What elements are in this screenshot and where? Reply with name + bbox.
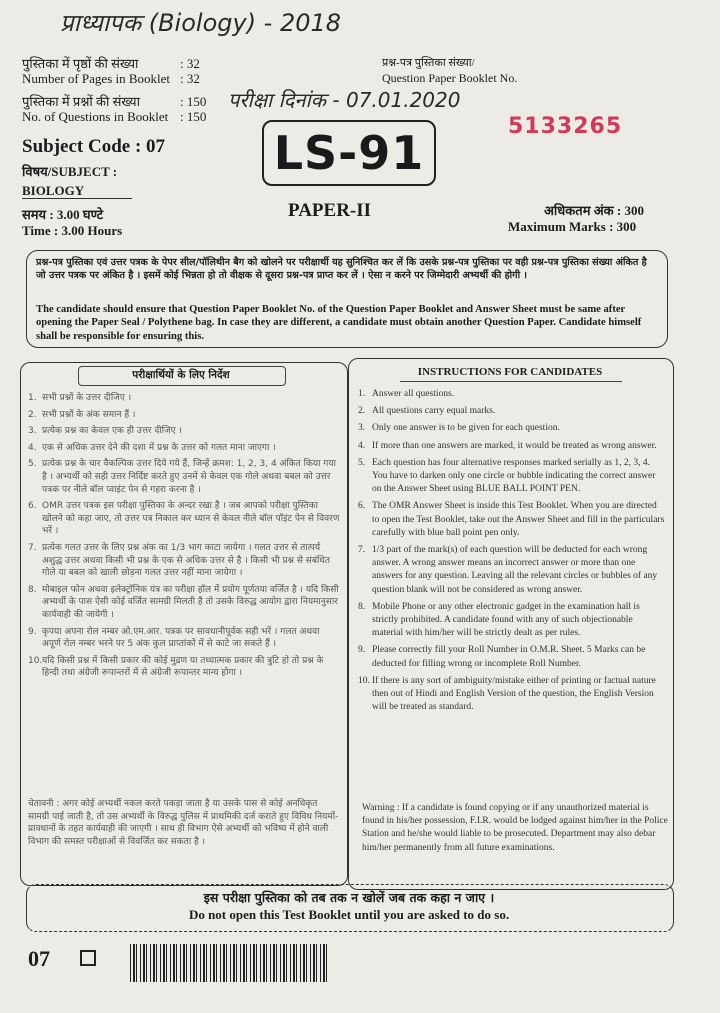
notice-english: The candidate should ensure that Question Paper Booklet No. of the Question Paper Booklet and Answer Sheet must be same after opening the Paper Seal / Polythene bag. In case they are different, a candidate must obtain another Question Paper. Candidate himself shall be responsible for ensuring this. — [36, 304, 642, 342]
english-heading-underline — [400, 381, 622, 382]
hindi-instruction-item-number: 5. — [28, 459, 37, 470]
english-instructions-heading: INSTRUCTIONS FOR CANDIDATES — [417, 366, 603, 378]
english-instruction-item-text: Answer all questions. — [372, 389, 455, 399]
hindi-instructions-heading: परीक्षार्थियों के लिए निर्देश — [132, 369, 230, 381]
handwritten-title: प्राध्यापक (Biology) - 2018 — [60, 9, 342, 37]
hindi-instruction-item-number: 9. — [28, 626, 37, 637]
english-instruction-item-text: Only one answer is to be given for each question. — [372, 423, 560, 434]
questions-hi: पुस्तिका में प्रश्नों की संख्या — [22, 94, 140, 109]
booklet-no-en: Question Paper Booklet No. — [382, 71, 518, 85]
english-warning: Warning : If a candidate is found copying or if any unauthorized material is found in his/her possession, F.I.R. would be lodged against him/her in the Police Station and he/she would liable to be prosecuted. Department may also debar him/her permanently from all future examinations. — [362, 803, 668, 853]
max-marks-en: Maximum Marks : 300 — [508, 219, 637, 234]
english-instruction-item — [358, 388, 666, 401]
english-instruction-item-text: If more than one answers are marked, it would be treated as wrong answer. — [372, 440, 657, 451]
english-instruction-item — [358, 405, 666, 418]
english-instruction-item-text: All questions carry equal marks. — [372, 406, 496, 417]
hindi-instruction-item-number: 8. — [28, 584, 37, 595]
english-instruction-item-number: 5. — [358, 457, 366, 468]
hindi-instruction-item-text: सभी प्रश्नों के अंक समान हैं । — [42, 409, 136, 420]
hindi-instruction-item — [28, 392, 340, 405]
english-instruction-item — [358, 544, 666, 597]
english-instruction-item-text: If there is any sort of ambiguity/mistake either of printing or factual nature then out of Hindi and English Version of the question, the English Version will be treated as standard. — [372, 675, 656, 713]
english-instruction-item — [358, 440, 666, 453]
footer-hindi: इस परीक्षा पुस्तिका को तब तक न खोलें जब तक कहा न जाए । — [203, 890, 495, 905]
questions-value: : 150 — [180, 94, 207, 109]
pages-en: Number of Pages in Booklet — [22, 71, 171, 86]
hindi-instruction-item-text: मोबाइल फोन अथवा इलेक्ट्रॉनिक यंत्र का परीक्षा हॉल में प्रयोग पूर्णतया वर्जित है । यदि किसी अभ्यर्थी के पास ऐसी कोई वर्जित सामग्री मिलती है तो उसके विरुद्ध आयोग द्वारा नियमानुसार कार्यवाही की जायेगी । — [42, 584, 339, 620]
english-instruction-item-number: 3. — [358, 423, 366, 434]
hindi-instruction-item-text: प्रत्येक गलत उत्तर के लिए प्रश्न अंक का 1/3 भाग काटा जायेगा । गलत उत्तर से तात्पर्य अशुद्ध उत्तर अथवा किसी भी प्रश्न के एक से अधिक उत्तर से है । किसी भी प्रश्न से संबंधित गोले या बबल को खाली छोड़ना गलत उत्तर नहीं माना जायेगा । — [42, 542, 331, 579]
pages-hi: पुस्तिका में पृष्ठों की संख्या — [22, 56, 139, 71]
hindi-instruction-item — [28, 584, 340, 622]
pages-value-en: : 32 — [180, 71, 200, 86]
english-instruction-item-number: 10. — [358, 675, 370, 686]
english-instruction-item-text: Each question has four alternative responses marked serially as 1, 2, 3, 4. You have to darken only one circle or bubble indicating the correct answer on the Answer Sheet using BLUE BALL POINT PEN. — [372, 457, 656, 495]
english-instruction-item-number: 8. — [358, 601, 366, 612]
hindi-instruction-item — [28, 458, 340, 496]
hindi-instruction-item-text: सभी प्रश्नों के उत्तर दीजिए । — [42, 393, 132, 403]
hindi-instruction-item-number: 4. — [28, 442, 37, 453]
hindi-instruction-item — [28, 425, 340, 438]
english-instruction-item-number: 9. — [358, 645, 366, 656]
hindi-instruction-item-number: 6. — [28, 501, 37, 512]
hindi-instruction-item-number: 7. — [28, 542, 37, 553]
paper-code-box — [262, 120, 436, 186]
hindi-instruction-item — [28, 542, 340, 580]
hindi-instruction-item-text: OMR उत्तर पत्रक इस परीक्षा पुस्तिका के अन्दर रखा है । जब आपको परीक्षा पुस्तिका खोलने को कहा जाए, तो उत्तर पत्र निकाल कर ध्यान से केवल नीले बॉल पॉइंट पेन से विवरण भरें । — [42, 501, 340, 537]
english-instruction-item-text: Please correctly fill your Roll Number in O.M.R. Sheet. 5 Marks can be deducted for filling wrong or incomplete Roll Number. — [372, 645, 646, 669]
footer-code: 07 — [28, 946, 50, 971]
english-instruction-item — [358, 500, 666, 540]
booklet-number: 5133265 — [508, 114, 623, 139]
square-marker-icon — [80, 950, 96, 966]
hindi-instruction-item-text: यदि किसी प्रश्न में किसी प्रकार की कोई मुद्रण या तथ्यात्मक प्रकार की त्रुटि हो तो प्रश्न के हिन्दी तथा अंग्रेजी रूपान्तरों में से अंग्रेजी रूपान्तर मान्य होगा । — [42, 655, 324, 679]
english-instruction-item-number: 4. — [358, 440, 366, 451]
hindi-instruction-item-text: कृपया अपना रोल नम्बर ओ.एम.आर. पत्रक पर सावधानीपूर्वक सही भरें । गलत अथवा अपूर्ण रोल नम्बर भरने पर 5 अंक कुल प्राप्तांकों में से काटे जा सकते हैं । — [42, 626, 320, 650]
english-instructions-list — [358, 388, 666, 718]
subject-code: Subject Code : 07 — [22, 136, 166, 157]
barcode — [130, 944, 330, 982]
time-hi: समय : 3.00 घण्टे — [22, 207, 104, 222]
hindi-instruction-item — [28, 409, 340, 422]
english-instruction-item — [358, 457, 666, 497]
english-instruction-item-number: 7. — [358, 545, 366, 556]
english-instruction-item-text: The OMR Answer Sheet is inside this Test Booklet. When you are directed to open the Test Booklet, take out the Answer Sheet and fill in the particulars carefully with blue ball point pen only. — [372, 501, 665, 538]
hindi-instruction-item — [28, 655, 340, 680]
english-instruction-item — [358, 644, 666, 670]
notice-hindi: प्रश्न-पत्र पुस्तिका एवं उत्तर पत्रक के पेपर सील/पॉलिथीन बैग को खोलने पर परीक्षार्थी यह सुनिश्चित कर लें कि उसके प्रश्न-पत्र पुस्तिका पर वही प्रश्न-पत्र पुस्तिका संख्या अंकित है जो उत्तर पत्रक पर अंकित है । इसमें कोई भिन्नता हो तो वीक्षक से दूसरा प्रश्न-पत्र प्राप्त कर लें । ऐसा न करने पर जिम्मेदारी अभ्यर्थी की होगी । — [36, 257, 647, 281]
hindi-instruction-item-text: एक से अधिक उत्तर देने की दशा में प्रश्न के उत्तर को गलत माना जाएगा । — [42, 442, 276, 453]
english-instruction-item-text: Mobile Phone or any other electronic gadget in the examination hall is strictly prohibited. A candidate found with any of such objectionable material with him/her will be strictly dealt as per rules. — [372, 601, 640, 639]
hindi-instruction-item — [28, 626, 340, 651]
subject-underline — [22, 198, 132, 199]
english-instruction-item-number: 2. — [358, 406, 366, 417]
hindi-instruction-item-number: 10. — [28, 655, 43, 666]
hindi-instruction-item — [28, 500, 340, 538]
booklet-no-hi: प्रश्न-पत्र पुस्तिका संख्या/ — [382, 57, 475, 69]
english-instruction-item — [358, 422, 666, 435]
english-instruction-item-text: 1/3 part of the mark(s) of each question will be deducted for each wrong answer. A wrong answer means an incorrect answer or more than one answers for any question. Leaving all the relevant circles or bubbles of any question blank will not be considered as wrong answer. — [372, 545, 658, 595]
hindi-instruction-item-text: प्रत्येक प्रश्न के चार वैकल्पिक उत्तर दिये गये हैं, जिन्हें क्रमश: 1, 2, 3, 4 अंकित किया गया है । अभ्यर्थी को सही उत्तर निर्दिष्ट करते हुए उनमें से केवल एक गोले अथवा बबल को उत्तर पत्रक पर नीले बॉल प्वाइंट पेन से गहरा करना है । — [42, 459, 336, 495]
hindi-instruction-item-number: 3. — [28, 426, 37, 437]
hindi-instructions-list — [28, 392, 340, 684]
paper-code: LS-91 — [273, 126, 425, 180]
english-instruction-item-number: 1. — [358, 389, 366, 399]
hindi-instruction-item-number: 2. — [28, 409, 37, 420]
subject-name: BIOLOGY — [22, 183, 85, 198]
questions-value-en: : 150 — [180, 109, 207, 124]
english-instruction-item-number: 6. — [358, 501, 366, 512]
max-marks-hi: अधिकतम अंक : 300 — [544, 203, 644, 218]
hindi-instruction-item — [28, 442, 340, 455]
english-instruction-item — [358, 601, 666, 641]
questions-en: No. of Questions in Booklet — [22, 109, 169, 124]
paper-title: PAPER-II — [288, 200, 372, 221]
hindi-instruction-item-number: 1. — [28, 393, 37, 403]
english-instruction-item — [358, 675, 666, 715]
footer-english: Do not open this Test Booklet until you are asked to do so. — [188, 907, 510, 922]
hindi-instruction-item-text: प्रत्येक प्रश्न का केवल एक ही उत्तर दीजिए । — [42, 426, 182, 437]
subject-label: विषय/SUBJECT : — [22, 164, 118, 179]
handwritten-exam-date: परीक्षा दिनांक - 07.01.2020 — [228, 88, 461, 112]
pages-value: : 32 — [180, 56, 200, 71]
hindi-warning: चेतावनी : अगर कोई अभ्यर्थी नकल करते पकड़ा जाता है या उसके पास से कोई अनधिकृत सामग्री पाई जाती है, तो उस अभ्यर्थी के विरुद्ध पुलिस में प्राथमिकी दर्ज कराते हुए विविध नियमों-प्रावधानों के तहत कार्यवाही की जाएगी । साथ ही विभाग ऐसे अभ्यर्थी को भविष्य में होने वाली विभाग की समस्त परीक्षाओं से विवर्जित कर सकता है । — [28, 799, 339, 847]
time-en: Time : 3.00 Hours — [22, 223, 123, 238]
